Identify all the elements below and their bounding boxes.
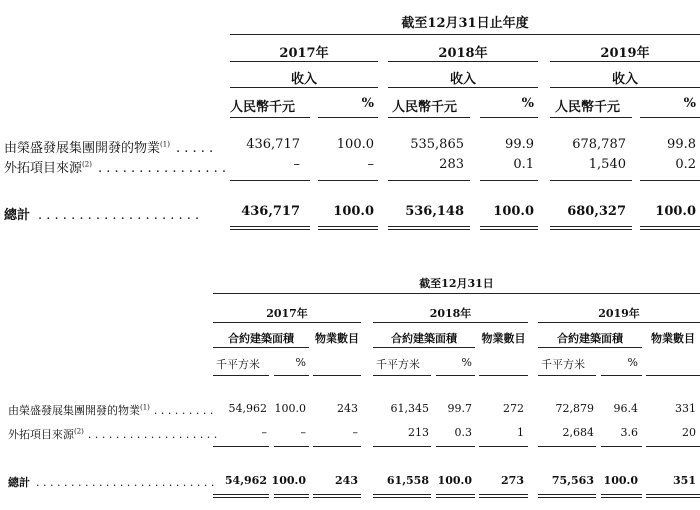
subtotal-rule	[550, 180, 632, 181]
unit-amount: 人民幣千元	[392, 100, 458, 115]
year-2017: 2017年	[279, 46, 329, 61]
subtotal-rule	[373, 446, 431, 447]
table-cell: 72,879	[555, 402, 594, 415]
total-cell: 100.0	[603, 474, 638, 487]
unit-rule	[213, 375, 269, 376]
subtotal-rule	[388, 180, 470, 181]
table-row-label: 外拓項目來源$^{(2)}$ . . . . . . . . . . . . . . . .	[4, 160, 227, 176]
col-rule	[538, 347, 642, 348]
unit-rule	[640, 117, 700, 118]
total-cell: 100.0	[655, 204, 696, 219]
unit-amount: 人民幣千元	[230, 100, 296, 115]
col-area: 合約建築面積	[228, 332, 294, 345]
unit-rule	[373, 375, 431, 376]
table-cell: 1,540	[588, 157, 626, 172]
total-cell: 100.0	[437, 474, 472, 487]
subheader-rule	[388, 87, 538, 88]
year-2017: 2017年	[266, 307, 308, 320]
total-double-rule	[601, 494, 642, 498]
total-cell: 100.0	[333, 204, 374, 219]
table-cell: 1	[517, 426, 524, 439]
unit-area: 千平方米	[376, 358, 420, 371]
unit-rule	[601, 375, 642, 376]
table-cell: 3.6	[620, 426, 638, 439]
table-row-label: 由榮盛發展集團開發的物業$^{(1)}$ . . . . . . . . .	[8, 403, 214, 417]
table-row-label: 外拓項目來源$^{(2)}$ . . . . . . . . . . . . . . . . . . .	[8, 427, 218, 441]
unit-pct: %	[521, 96, 534, 111]
year-rule	[388, 61, 538, 62]
total-double-rule	[479, 494, 528, 498]
table-cell: 99.9	[505, 137, 534, 152]
unit-rule	[436, 375, 475, 376]
total-cell: 680,327	[567, 204, 626, 219]
subtotal-rule	[213, 446, 269, 447]
header-rule	[213, 293, 700, 294]
unit-pct: %	[295, 356, 306, 369]
period-header: 截至12月31日	[419, 277, 494, 290]
table-cell: 61,345	[390, 402, 429, 415]
table-cell: 0.1	[513, 157, 534, 172]
table-cell: –	[293, 157, 300, 172]
unit-rule	[388, 117, 470, 118]
subheader-rule	[230, 87, 378, 88]
col-count: 物業數目	[481, 332, 526, 345]
table-row-label: 由榮盛發展集團開發的物業$^{(1)}$ . . . . .	[4, 140, 214, 156]
subtotal-rule	[646, 446, 700, 447]
total-double-rule	[388, 226, 470, 230]
subtotal-rule	[274, 446, 309, 447]
table-cell: –	[261, 426, 267, 439]
subtotal-rule	[538, 446, 596, 447]
total-cell: 75,563	[551, 474, 594, 487]
table-cell: 2,684	[562, 426, 594, 439]
unit-rule	[313, 375, 361, 376]
total-cell: 436,717	[241, 204, 300, 219]
unit-rule	[274, 375, 309, 376]
year-rule	[230, 61, 378, 62]
unit-rule	[480, 117, 538, 118]
unit-pct: %	[461, 356, 472, 369]
col-rule	[213, 347, 309, 348]
total-double-rule	[318, 226, 378, 230]
total-double-rule	[274, 494, 309, 498]
total-cell: 273	[501, 474, 524, 487]
unit-rule	[230, 117, 310, 118]
unit-area: 千平方米	[541, 358, 585, 371]
total-double-rule	[550, 226, 632, 230]
subtotal-rule	[436, 446, 475, 447]
unit-pct: %	[683, 96, 696, 111]
table-cell: 0.3	[454, 426, 472, 439]
total-cell: 351	[673, 474, 696, 487]
subtotal-rule	[318, 180, 378, 181]
total-cell: 54,962	[224, 474, 267, 487]
table-cell: 272	[503, 402, 524, 415]
table-cell: 100.0	[336, 137, 374, 152]
year-2018: 2018年	[438, 46, 488, 61]
table-cell: 99.8	[667, 137, 696, 152]
subtotal-rule	[230, 180, 310, 181]
year-2019: 2019年	[600, 46, 650, 61]
table-cell: 678,787	[572, 137, 626, 152]
subheader-rule	[550, 87, 700, 88]
table-cell: 331	[675, 402, 696, 415]
total-double-rule	[436, 494, 475, 498]
total-cell: 536,148	[405, 204, 464, 219]
subtotal-rule	[601, 446, 642, 447]
table-cell: 20	[682, 426, 696, 439]
total-double-rule	[230, 226, 310, 230]
subheader-revenue: 收入	[449, 72, 476, 87]
total-cell: 100.0	[271, 474, 306, 487]
unit-area: 千平方米	[216, 358, 260, 371]
unit-amount: 人民幣千元	[555, 100, 621, 115]
header-rule	[230, 34, 700, 35]
total-label: 總計 . . . . . . . . . . . . . . . . . . . .	[4, 208, 200, 223]
subtotal-rule	[640, 180, 700, 181]
col-area: 合約建築面積	[557, 332, 623, 345]
table-cell: 535,865	[410, 137, 464, 152]
table-cell: 99.7	[447, 402, 472, 415]
total-double-rule	[480, 226, 538, 230]
total-double-rule	[373, 494, 431, 498]
year-rule	[550, 61, 700, 62]
year-2018: 2018年	[429, 307, 472, 320]
unit-rule	[646, 375, 700, 376]
table-cell: 436,717	[246, 137, 300, 152]
table-cell: 213	[408, 426, 429, 439]
total-cell: 243	[335, 474, 358, 487]
unit-rule	[479, 375, 528, 376]
total-label: 總計 . . . . . . . . . . . . . . . . . . . . . . . . . .	[8, 476, 215, 489]
unit-pct: %	[627, 356, 638, 369]
total-double-rule	[646, 494, 700, 498]
subtotal-rule	[313, 446, 361, 447]
unit-rule	[550, 117, 632, 118]
table-cell: 96.4	[613, 402, 638, 415]
table-cell: 243	[337, 402, 358, 415]
year-rule	[538, 322, 700, 323]
year-rule	[373, 322, 528, 323]
unit-rule	[538, 375, 596, 376]
year-2019: 2019年	[598, 307, 640, 320]
total-cell: 100.0	[493, 204, 534, 219]
total-cell: 61,558	[386, 474, 429, 487]
subheader-revenue: 收入	[290, 72, 317, 87]
total-double-rule	[213, 494, 269, 498]
table-cell: –	[352, 426, 358, 439]
subtotal-rule	[480, 180, 538, 181]
unit-rule	[318, 117, 378, 118]
total-double-rule	[313, 494, 361, 498]
subheader-revenue: 收入	[611, 72, 638, 87]
col-count: 物業數目	[651, 332, 695, 345]
col-rule	[373, 347, 475, 348]
subtotal-rule	[479, 446, 528, 447]
table-cell: 100.0	[274, 402, 306, 415]
table-cell: 54,962	[228, 402, 267, 415]
table-cell: –	[367, 157, 374, 172]
total-double-rule	[640, 226, 700, 230]
table-cell: 283	[439, 157, 464, 172]
col-area: 合約建築面積	[391, 332, 457, 345]
total-double-rule	[538, 494, 596, 498]
unit-pct: %	[361, 96, 374, 111]
col-count: 物業數目	[315, 332, 359, 345]
year-rule	[213, 322, 361, 323]
period-header: 截至12月31日止年度	[401, 16, 529, 31]
table-cell: –	[300, 426, 306, 439]
table-cell: 0.2	[675, 157, 696, 172]
